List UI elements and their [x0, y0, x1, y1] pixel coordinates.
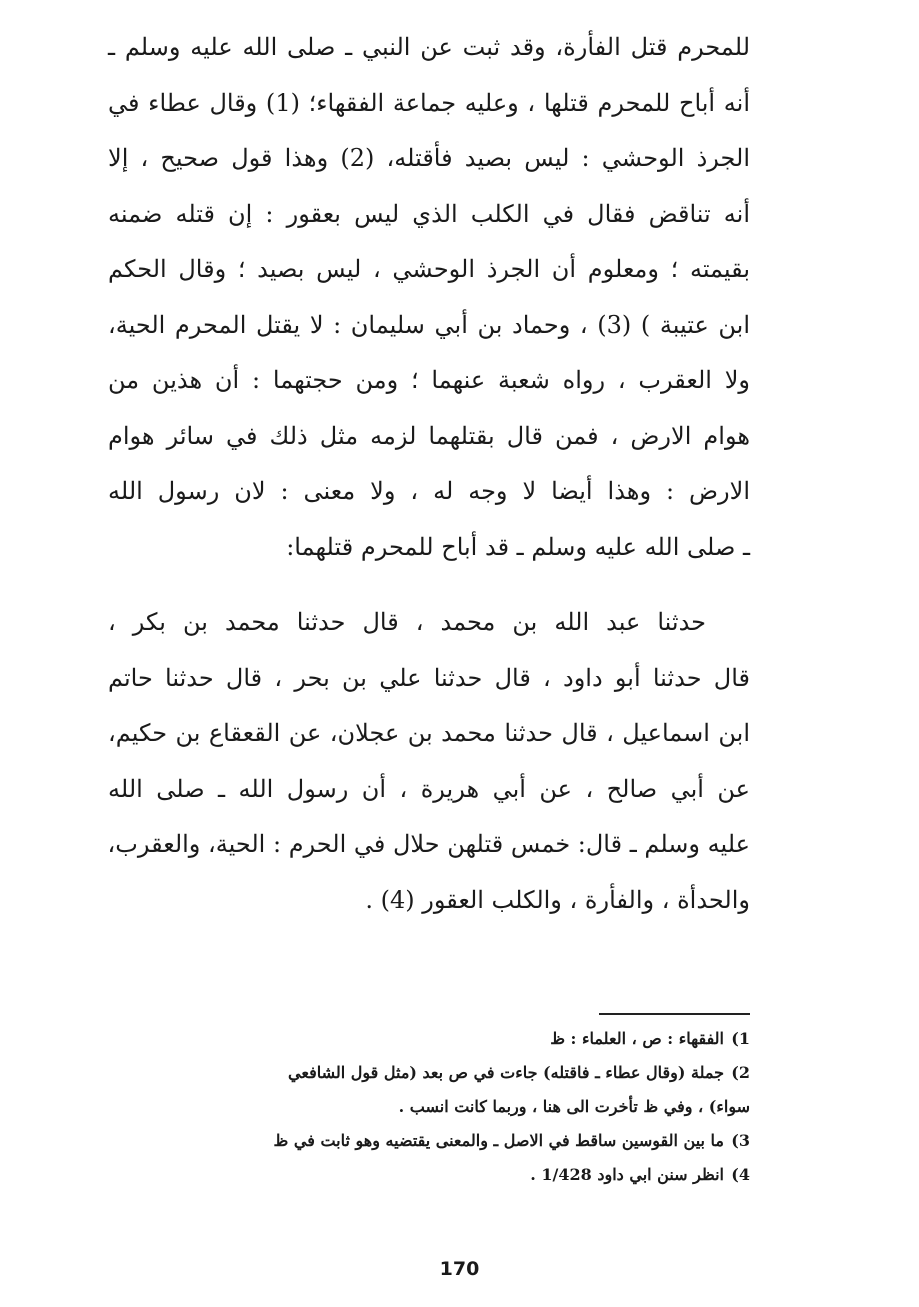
text-line: للمحرم قتل الفأرة، وقد ثبت عن النبي ـ صلى الله عليه وسلم ـ — [108, 33, 750, 61]
text-line: أنه أباح للمحرم قتلها ، وعليه جماعة الفقهاء؛ (1) وقال عطاء في — [108, 88, 750, 117]
text-line: ابن عتيبة ) (3) ، وحماد بن أبي سليمان : لا يقتل المحرم الحية، — [108, 310, 750, 339]
text-line: ابن اسماعيل ، قال حدثنا محمد بن عجلان، عن القعقاع بن حكيم، — [108, 719, 750, 747]
footnote-text: ما بين القوسين ساقط في الاصل ـ والمعنى يقتضيه وهو ثابت في ظ — [273, 1131, 724, 1150]
paragraph-2 — [108, 595, 750, 928]
text-line: ـ صلى الله عليه وسلم ـ قد أباح للمحرم قتلهما: — [286, 532, 750, 561]
footnote-text: انظر سنن ابي داود 1/428 . — [530, 1165, 724, 1184]
footnote-number: 2) — [731, 1063, 750, 1082]
page-number: 170 — [439, 1258, 480, 1280]
text-line: بقيمته ؛ ومعلوم أن الجرذ الوحشي ، ليس بصيد ؛ وقال الحكم — [108, 255, 750, 283]
footnotes — [108, 1022, 750, 1192]
footnote-number: 4) — [731, 1165, 750, 1184]
text-line: عن أبي صالح ، عن أبي هريرة ، أن رسول الله ـ صلى الله — [108, 774, 750, 803]
text-line: هوام الارض ، فمن قال بقتلهما لزمه مثل ذلك في سائر هوام — [108, 421, 751, 450]
text-line: عليه وسلم ـ قال: خمس قتلهن حلال في الحرم : الحية، والعقرب، — [107, 830, 750, 858]
footnote-continuation — [108, 1090, 750, 1124]
main-text — [108, 20, 750, 928]
text-line: والحدأة ، والفأرة ، والكلب العقور (4) . — [365, 885, 750, 914]
text-line: الارض : وهذا أيضا لا وجه له ، ولا معنى : لان رسول الله — [108, 477, 750, 505]
text-line: ولا العقرب ، رواه شعبة عنهما ؛ ومن حجتهما : أن هذين من — [108, 366, 750, 394]
text-line: أنه تناقض فقال في الكلب الذي ليس بعقور : إن قتله ضمنه — [108, 199, 750, 228]
paragraph-1 — [108, 20, 750, 575]
text-line: حدثنا عبد الله بن محمد ، قال حدثنا محمد بن بكر ، — [108, 608, 706, 636]
footnote-text: سواء) ، وفي ظ تأخرت الى هنا ، وربما كانت انسب . — [398, 1097, 750, 1116]
footnote-separator — [599, 1013, 750, 1015]
text-line: قال حدثنا أبو داود ، قال حدثنا علي بن بحر ، قال حدثنا حاتم — [108, 663, 750, 692]
text-line: الجرذ الوحشي : ليس بصيد فأقتله، (2) وهذا قول صحيح ، إلا — [108, 144, 751, 172]
footnote-number: 3) — [731, 1131, 750, 1150]
footnote — [108, 1022, 750, 1056]
footnote — [108, 1124, 750, 1158]
footnote-number: 1) — [731, 1029, 750, 1048]
footnote — [108, 1158, 750, 1192]
footnote — [108, 1056, 750, 1090]
footnote-text: الفقهاء : ص ، العلماء : ظ — [550, 1029, 724, 1048]
footnote-text: جملة (وقال عطاء ـ فاقتله) جاءت في ص بعد (مثل قول الشافعي — [288, 1063, 724, 1082]
